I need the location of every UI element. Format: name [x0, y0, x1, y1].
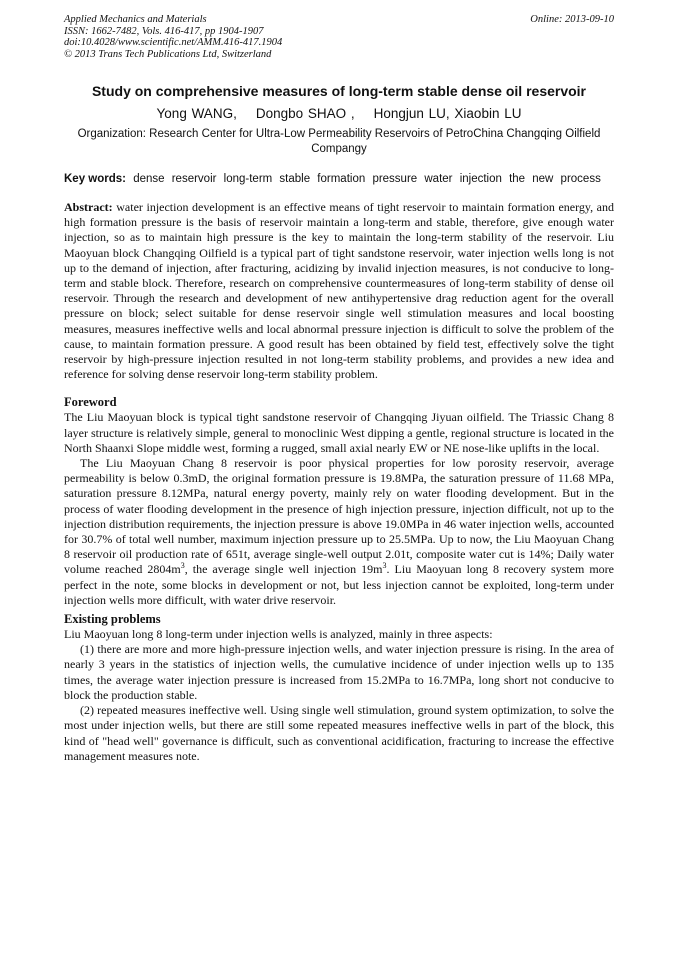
foreword-paragraph-2c: . Liu Maoyuan long 8 recovery system more perfect in the note, some blocks in development or not, but less injection cannot be exploited, long-term under injection wells more difficult, with water drive reservoir.	[64, 562, 614, 607]
issn-line: ISSN: 1662-7482, Vols. 416-417, pp 1904-1907	[64, 25, 264, 37]
paper-page	[64, 14, 614, 764]
paper-title: Study on comprehensive measures of long-term stable dense oil reservoir	[91, 83, 587, 99]
foreword-heading: Foreword	[64, 395, 117, 410]
abstract	[64, 200, 614, 382]
foreword-paragraph-1: The Liu Maoyuan block is typical tight sandstone reservoir of Changqing Jiyuan oilfield. The Triassic Chang 8 layer structure is relatively simple, general to monoclinic West dipping a gentle, regional structure is located in the North Shaanxi Slope middle west, forming a rugged, small axial nearly EW or NE nose-like uplifts in the local.	[64, 410, 614, 455]
problems-intro: Liu Maoyuan long 8 long-term under injection wells is analyzed, mainly in three aspects:	[64, 627, 493, 642]
online-date: Online: 2013-09-10	[530, 14, 614, 25]
foreword-paragraph-2	[64, 456, 614, 608]
keywords	[64, 172, 614, 187]
copyright-line: © 2013 Trans Tech Publications Ltd, Switzerland	[64, 48, 272, 60]
problems-heading: Existing problems	[64, 612, 161, 627]
superscript-3a: 3	[180, 561, 185, 571]
superscript-3b: 3	[382, 561, 387, 571]
problem-item-1: (1) there are more and more high-pressure injection wells, and water injection pressure is rising. In the area of nearly 3 years in the statistics of injection wells, the cumulative incidence of under injection wells up to 135 times, the average water injection pressure is increased from 15.2MPa to 16.7MPa, long short not conducive to block the production stable.	[64, 642, 614, 702]
abstract-label: Abstract:	[64, 200, 113, 214]
abstract-text: water injection development is an effective means of tight reservoir to maintain formation energy, and high formation pressure is the basis of reservoir maintain a long-term and stable, therefore, give enough water injection, so as to maintain high pressure is the key to maintain the long-term stability of the reservoir. Liu Maoyuan block Changqing Oilfield is a typical part of tight sandstone reservoir, water injection wells long is not up to the demand of injection, after fracturing, acidizing by invalid injection measures, is not conducive to long-term and stable block. Therefore, research on comprehensive countermeasures of long-term stability of dense oil reservoir. Through the research and development of new antihypertensive drag reduction agent for the overall pressure on block; select suitable for dense reservoir single well stimulation measures and local boosting measures, measures ineffective wells and local abnormal pressure injection is difficult to solve the problem of the cause, to maintain formation pressure. A good result has been obtained by field test, effectively solve the tight reservoir by high-pressure injection resulted in not long-term stability problems, and provides a new idea and reference for solving dense reservoir long-term stability problem.	[64, 200, 615, 382]
keywords-label: Key words:	[64, 173, 126, 185]
keywords-text: dense reservoir long-term stable formation pressure water injection the new process	[133, 173, 601, 185]
problem-item-2: (2) repeated measures ineffective well. Using single well stimulation, ground system optimization, to solve the most under injection wells, but there are still some repeated measures ineffective wells in part of the block, this kind of "head well" governance is difficult, such as conventional acidification, fracturing to increase the effective management measures note.	[64, 703, 614, 763]
journal-header	[64, 14, 614, 60]
journal-name: Applied Mechanics and Materials	[64, 14, 207, 25]
foreword-paragraph-2a: The Liu Maoyuan Chang 8 reservoir is poor physical properties for low porosity reservoir, average permeability is below 0.3mD, the original formation pressure is 19.8MPa, the saturation pressure of 11.68 MPa, saturation pressure 8.12MPa, natural energy poverty, mainly rely on water flooding development. But in the process of water flooding development in the presence of high injection pressure, injection difficult, not up to the injection distribution requirements, the injection pressure is above 19.0MPa in 46 water injection wells, accounted for 30.7% of total well number, maximum injection pressure up to 25.5MPa. Up to now, the Liu Maoyuan Chang 8 reservoir oil production rate of 651t, average single-well output 2.01t, composite water cut is 14%; Daily water volume reached 2804m	[64, 456, 614, 577]
author-list: Yong WANG, Dongbo SHAO , Hongjun LU, Xiaobin LU	[156, 106, 522, 121]
organization: Organization: Research Center for Ultra-Low Permeability Reservoirs of PetroChina Changqing Oilfield Compangy	[77, 128, 601, 155]
foreword-paragraph-2b: , the average single well injection 19m	[184, 562, 383, 577]
doi-line: doi:10.4028/www.scientific.net/AMM.416-417.1904	[64, 37, 283, 48]
